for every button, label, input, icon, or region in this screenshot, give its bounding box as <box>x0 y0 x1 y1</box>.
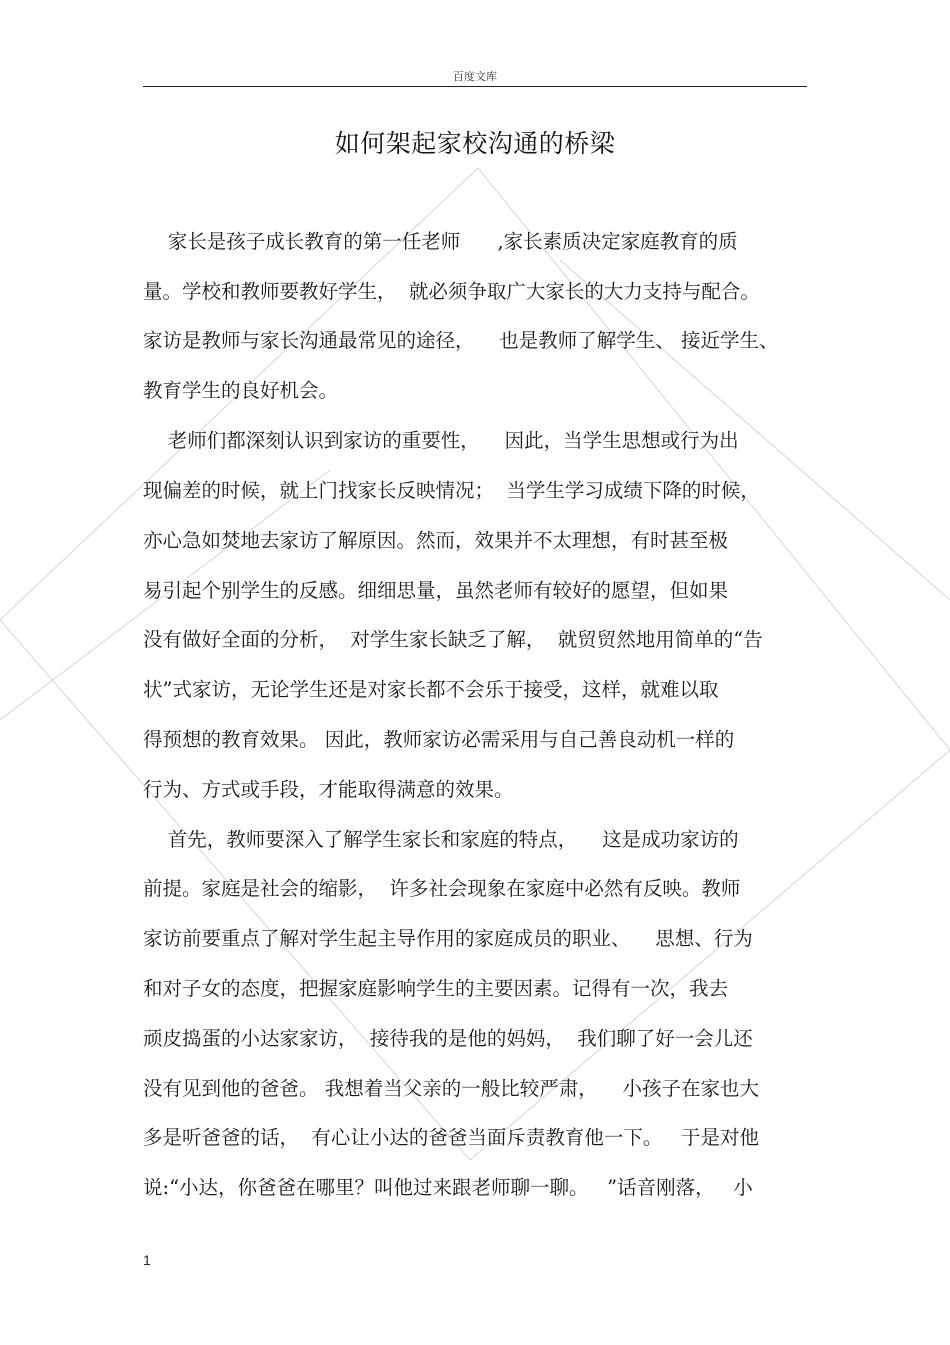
body-line: 状”式家访，无论学生还是对家长都不会乐于接受，这样，就难以取 <box>143 678 719 701</box>
header-divider <box>143 86 807 87</box>
body-line: 首先，教师要深入了解学生家长和家庭的特点， 这是成功家访的 <box>143 828 739 851</box>
body-line: 老师们都深刻认识到家访的重要性， 因此，当学生思想或行为出 <box>143 429 739 452</box>
body-line: 没有做好全面的分析， 对学生家长缺乏了解， 就贸贸然地用简单的“告 <box>143 628 763 651</box>
body-line: 家长是孩子成长教育的第一任老师 ,家长素质决定家庭教育的质 <box>143 230 738 253</box>
body-line: 现偏差的时候，就上门找家长反映情况； 当学生学习成绩下降的时候， <box>143 479 760 502</box>
body-line: 得预想的教育效果。 因此，教师家访必需采用与自己善良动机一样的 <box>143 728 735 751</box>
body-line: 多是听爸爸的话， 有心让小达的爸爸当面斥责教育他一下。 于是对他 <box>143 1126 759 1149</box>
body-line: 前提。家庭是社会的缩影， 许多社会现象在家庭中必然有反映。教师 <box>143 877 741 900</box>
body-line: 行为、方式或手段，才能取得满意的效果。 <box>143 778 514 801</box>
body-line: 家访是教师与家长沟通最常见的途径， 也是教师了解学生、 接近学生、 <box>143 329 779 352</box>
page-number: 1 <box>143 1252 151 1268</box>
document-title: 如何架起家校沟通的桥梁 <box>334 129 616 158</box>
body-line: 说:“小达，你爸爸在哪里？叫他过来跟老师聊一聊。 ”话音刚落， 小 <box>143 1176 753 1199</box>
body-line: 没有见到他的爸爸。 我想着当父亲的一般比较严肃， 小孩子在家也大 <box>143 1077 759 1100</box>
body-line: 教育学生的良好机会。 <box>143 379 339 402</box>
body-line: 亦心急如焚地去家访了解原因。然而，效果并不太理想，有时甚至极 <box>143 529 729 552</box>
body-line: 家访前要重点了解对学生起主导作用的家庭成员的职业、 思想、行为 <box>143 927 753 950</box>
body-line: 易引起个别学生的反感。细细思量，虽然老师有较好的愿望，但如果 <box>143 579 729 602</box>
header-source: 百度文库 <box>453 70 497 83</box>
body-line: 和对子女的态度，把握家庭影响学生的主要因素。记得有一次，我去 <box>143 977 729 1000</box>
body-line: 顽皮捣蛋的小达家家访， 接待我的是他的妈妈， 我们聊了好一会儿还 <box>143 1027 753 1050</box>
body-line: 量。学校和教师要教好学生， 就必须争取广大家长的大力支持与配合。 <box>143 280 760 303</box>
